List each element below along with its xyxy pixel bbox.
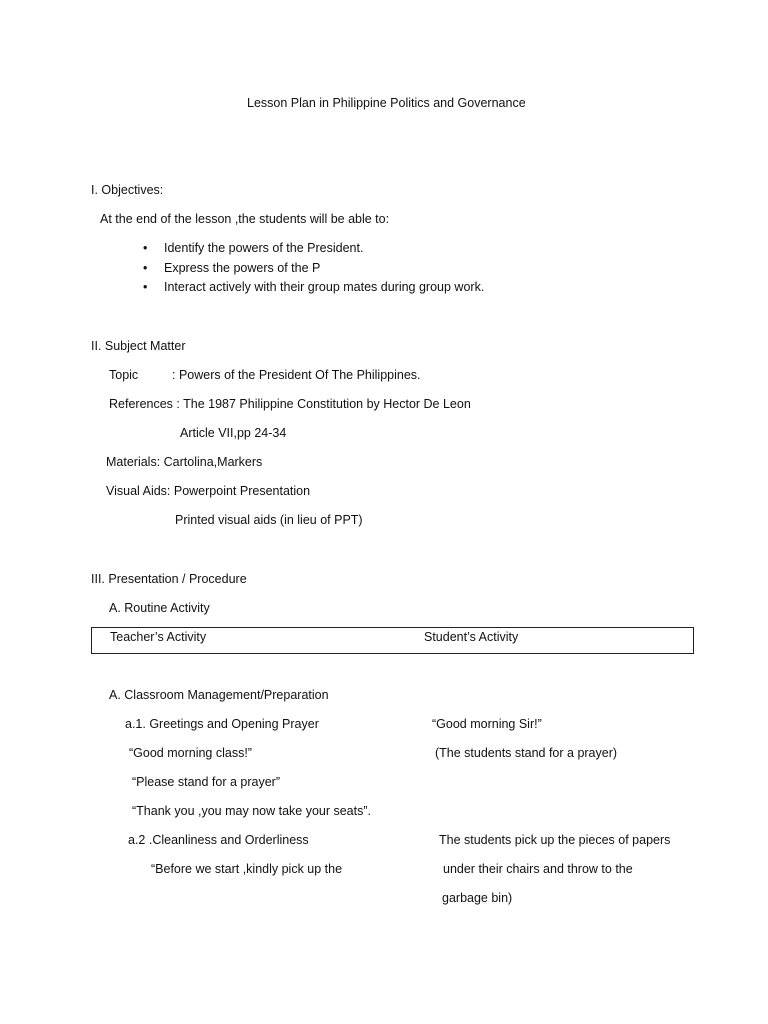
student-activity-header: Student’s Activity — [424, 630, 519, 644]
topic-label: Topic — [109, 368, 139, 382]
student-activity-item: under their chairs and throw to the — [443, 862, 633, 876]
materials-line: Materials: Cartolina,Markers — [106, 455, 263, 469]
student-activity-item: (The students stand for a prayer) — [435, 746, 618, 760]
bullet-icon: • — [143, 261, 148, 275]
teacher-activity-header: Teacher’s Activity — [110, 630, 207, 644]
references-line: References : The 1987 Philippine Constitution by Hector De Leon — [109, 397, 471, 411]
teacher-activity-item: a.1. Greetings and Opening Prayer — [125, 717, 319, 731]
teacher-activity-item: “Before we start ,kindly pick up the — [151, 862, 343, 876]
teacher-activity-item: “Thank you ,you may now take your seats”. — [132, 804, 371, 818]
teacher-activity-item: a.2 .Cleanliness and Orderliness — [128, 833, 309, 847]
classroom-management-heading: A. Classroom Management/Preparation — [109, 688, 329, 702]
objectives-heading: I. Objectives: — [91, 183, 164, 197]
bullet-icon: • — [143, 280, 148, 294]
teacher-activity-item: “Good morning class!” — [129, 746, 252, 760]
objective-item: Interact actively with their group mates during group work. — [164, 280, 485, 294]
student-activity-item: garbage bin) — [442, 891, 513, 905]
routine-activity-heading: A. Routine Activity — [109, 601, 210, 615]
objective-item: Identify the powers of the President. — [164, 241, 364, 255]
student-activity-item: “Good morning Sir!” — [432, 717, 542, 731]
subject-matter-heading: II. Subject Matter — [91, 339, 186, 353]
references-article: Article VII,pp 24-34 — [180, 426, 287, 440]
objectives-intro: At the end of the lesson ,the students will be able to: — [100, 212, 390, 226]
objective-item: Express the powers of the P — [164, 261, 321, 275]
presentation-heading: III. Presentation / Procedure — [91, 572, 247, 586]
visual-aids-line: Visual Aids: Powerpoint Presentation — [106, 484, 311, 498]
teacher-activity-item: “Please stand for a prayer” — [132, 775, 280, 789]
topic-value: : Powers of the President Of The Philippines. — [172, 368, 421, 382]
document-title: Lesson Plan in Philippine Politics and Governance — [247, 96, 526, 110]
student-activity-item: The students pick up the pieces of papers — [439, 833, 671, 847]
bullet-icon: • — [143, 241, 148, 255]
visual-aids-printed: Printed visual aids (in lieu of PPT) — [175, 513, 363, 527]
